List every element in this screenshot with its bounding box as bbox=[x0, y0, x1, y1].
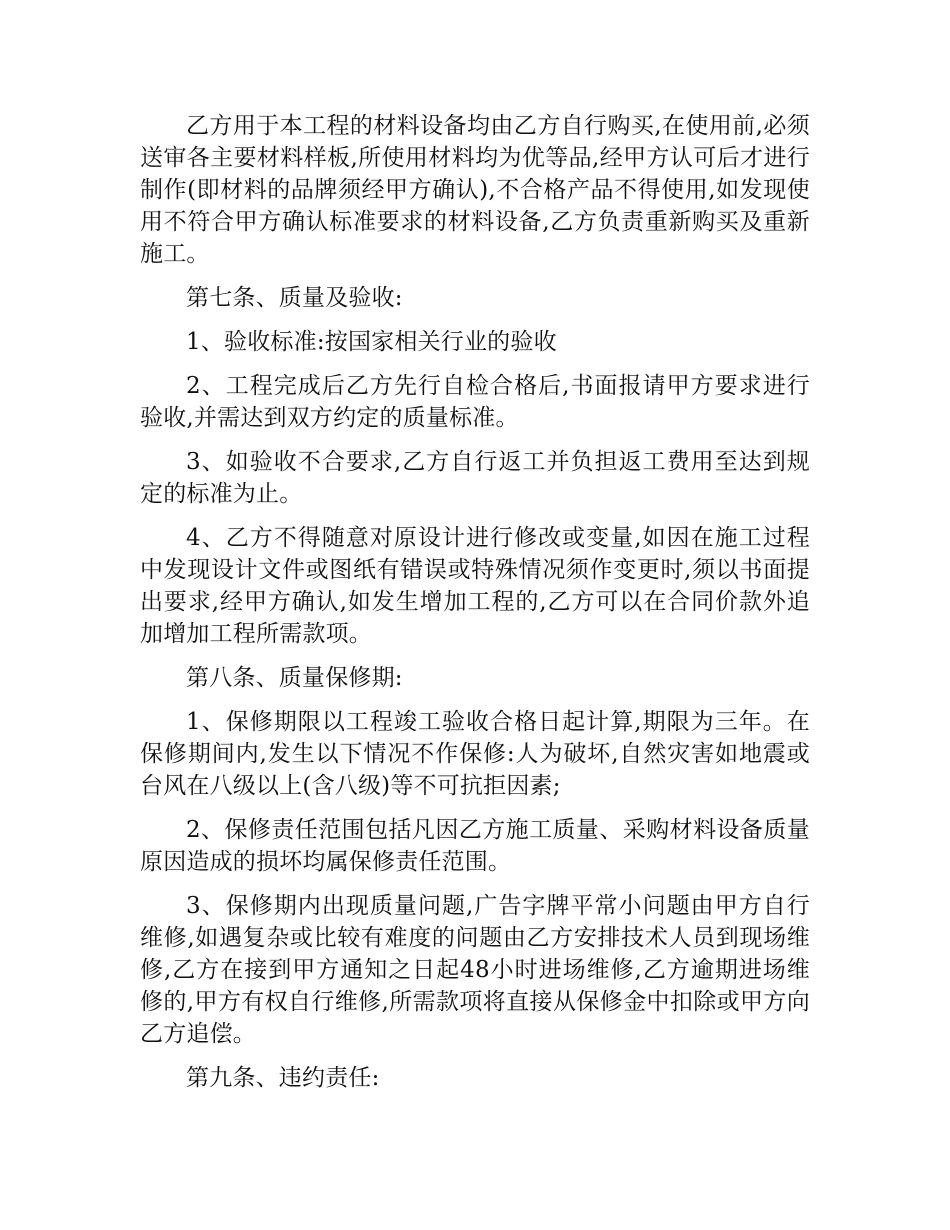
document-page bbox=[140, 110, 810, 1106]
article-8-item-2: 2、保修责任范围包括凡因乙方施工质量、采购材料设备质量原因造成的损坏均属保修责任范围。 bbox=[140, 817, 810, 875]
article-7-item-4: 4、乙方不得随意对原设计进行修改或变量,如因在施工过程中发现设计文件或图纸有错误或特殊情况须作变更时,须以书面提出要求,经甲方确认,如发生增加工程的,乙方可以在合同价款外追加增加工程所需款项。 bbox=[140, 525, 810, 647]
article-8-item-3: 3、保修期内出现质量问题,广告字牌平常小问题由甲方自行维修,如遇复杂或比较有难度的问题由乙方安排技术人员到现场维修,乙方在接到甲方通知之日起48小时进场维修,乙方逾期进场维修的,甲方有权自行维修,所需款项将直接从保修金中扣除或甲方向乙方追偿。 bbox=[140, 893, 810, 1047]
article-7-item-1: 1、验收标准:按国家相关行业的验收 bbox=[186, 329, 557, 355]
paragraph-materials: 乙方用于本工程的材料设备均由乙方自行购买,在使用前,必须送审各主要材料样板,所使用材料均为优等品,经甲方认可后才进行制作(即材料的品牌须经甲方确认),不合格产品不得使用,如发现使用不符合甲方确认标准要求的材料设备,乙方负责重新购买及重新施工。 bbox=[140, 113, 810, 267]
article-7-heading: 第七条、质量及验收: bbox=[186, 285, 403, 311]
article-8-heading: 第八条、质量保修期: bbox=[186, 665, 403, 691]
article-7-item-2: 2、工程完成后乙方先行自检合格后,书面报请甲方要求进行验收,并需达到双方约定的质量标准。 bbox=[140, 373, 810, 431]
article-9-heading: 第九条、违约责任: bbox=[186, 1065, 380, 1091]
article-8-item-1: 1、保修期限以工程竣工验收合格日起计算,期限为三年。在保修期间内,发生以下情况不作保修:人为破坏,自然灾害如地震或台风在八级以上(含八级)等不可抗拒因素; bbox=[140, 709, 810, 799]
article-7-item-3: 3、如验收不合要求,乙方自行返工并负担返工费用至达到规定的标准为止。 bbox=[140, 449, 810, 507]
